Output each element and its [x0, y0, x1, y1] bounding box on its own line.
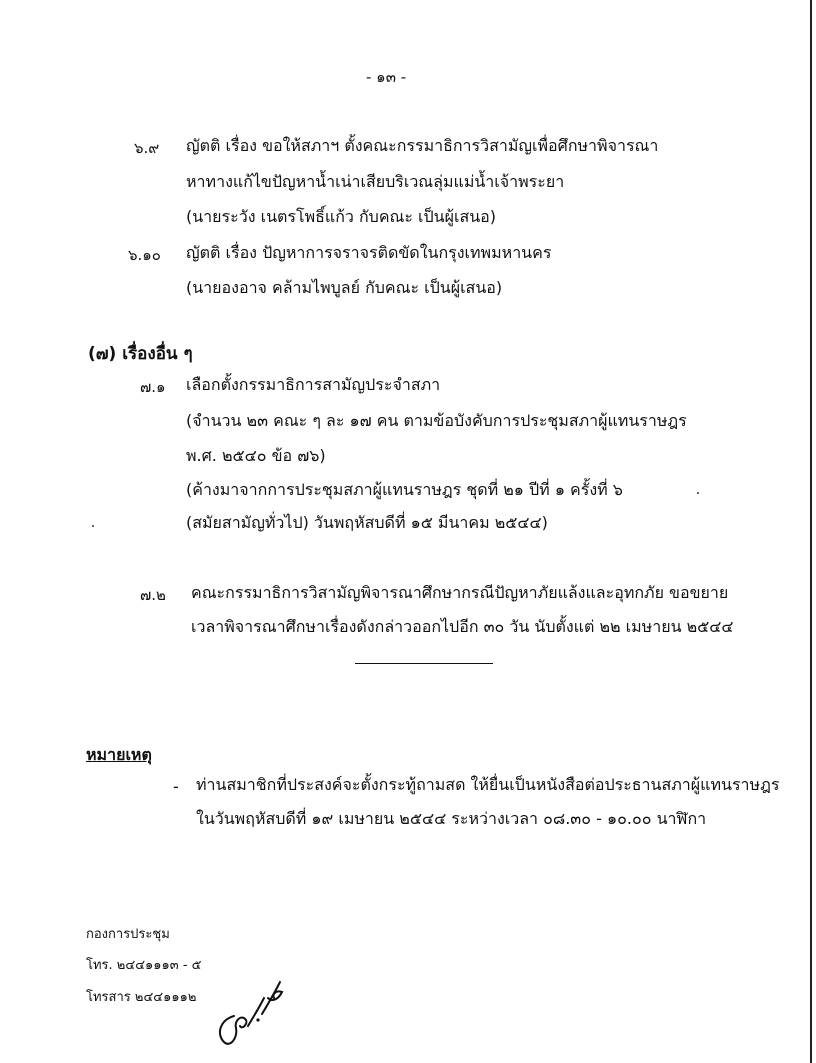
item-6-10-line-2: (นายองอาจ คล้ามไพบูลย์ กับคณะ เป็นผู้เสนอ)	[186, 278, 503, 297]
item-number-6-9: ๖.๙	[134, 139, 160, 157]
note-bullet: -	[173, 777, 179, 796]
handwritten-initials-icon	[212, 968, 292, 1052]
footer-office: กองการประชุม	[86, 927, 170, 942]
item-number-7-1: ๗.๑	[140, 378, 166, 396]
scan-speck	[697, 492, 699, 494]
note-line-1: ท่านสมาชิกที่ประสงค์จะตั้งกระทู้ถามสด ให้ยื่นเป็นหนังสือต่อประธานสภาผู้แทนราษฎร	[196, 775, 780, 794]
item-6-9-line-3: (นายระวัง เนตรโพธิ์แก้ว กับคณะ เป็นผู้เสนอ)	[186, 207, 497, 226]
section-7-heading: (๗) เรื่องอื่น ๆ	[88, 344, 193, 364]
item-number-6-10: ๖.๑๐	[128, 246, 161, 264]
note-line-2: ในวันพฤหัสบดีที่ ๑๙ เมษายน ๒๕๔๔ ระหว่างเวลา ๐๘.๓๐ - ๑๐.๐๐ นาฬิกา	[196, 809, 707, 828]
item-7-1-line-2: (จำนวน ๒๓ คณะ ๆ ละ ๑๗ คน ตามข้อบังคับการประชุมสภาผู้แทนราษฎร	[186, 411, 687, 430]
footer-fax: โทรสาร ๒๔๔๑๑๑๒	[86, 990, 197, 1005]
item-7-1-line-1: เลือกตั้งกรรมาธิการสามัญประจำสภา	[186, 375, 441, 394]
scan-speck	[92, 525, 94, 527]
note-heading: หมายเหตุ	[86, 745, 152, 764]
item-6-9-line-2: หาทางแก้ไขปัญหาน้ำเน่าเสียบริเวณลุ่มแม่น้ำเจ้าพระยา	[186, 172, 565, 191]
item-7-1-line-3: พ.ศ. ๒๕๔๐ ข้อ ๗๖)	[186, 446, 326, 465]
divider-line	[355, 663, 493, 664]
item-7-1-line-5: (สมัยสามัญทั่วไป) วันพฤหัสบดีที่ ๑๕ มีนาคม ๒๕๔๔)	[186, 513, 548, 532]
item-7-2-line-2: เวลาพิจารณาศึกษาเรื่องดังกล่าวออกไปอีก ๓๐ วัน นับตั้งแต่ ๒๒ เมษายน ๒๕๔๔	[191, 617, 734, 636]
item-7-1-line-4: (ค้างมาจากการประชุมสภาผู้แทนราษฎร ชุดที่ ๒๑ ปีที่ ๑ ครั้งที่ ๖	[186, 480, 623, 499]
item-6-9-line-1: ญัตติ เรื่อง ขอให้สภาฯ ตั้งคณะกรรมาธิการวิสามัญเพื่อศึกษาพิจารณา	[186, 136, 659, 155]
page-edge-line	[810, 0, 812, 1063]
page-number: - ๑๓ -	[366, 68, 407, 86]
item-7-2-line-1: คณะกรรมาธิการวิสามัญพิจารณาศึกษากรณีปัญหาภัยแล้งและอุทกภัย ขอขยาย	[191, 583, 729, 602]
item-number-7-2: ๗.๒	[140, 586, 166, 604]
footer-phone: โทร. ๒๔๔๑๑๑๓ - ๕	[86, 958, 202, 973]
item-6-10-line-1: ญัตติ เรื่อง ปัญหาการจราจรติดขัดในกรุงเทพมหานคร	[186, 243, 552, 262]
